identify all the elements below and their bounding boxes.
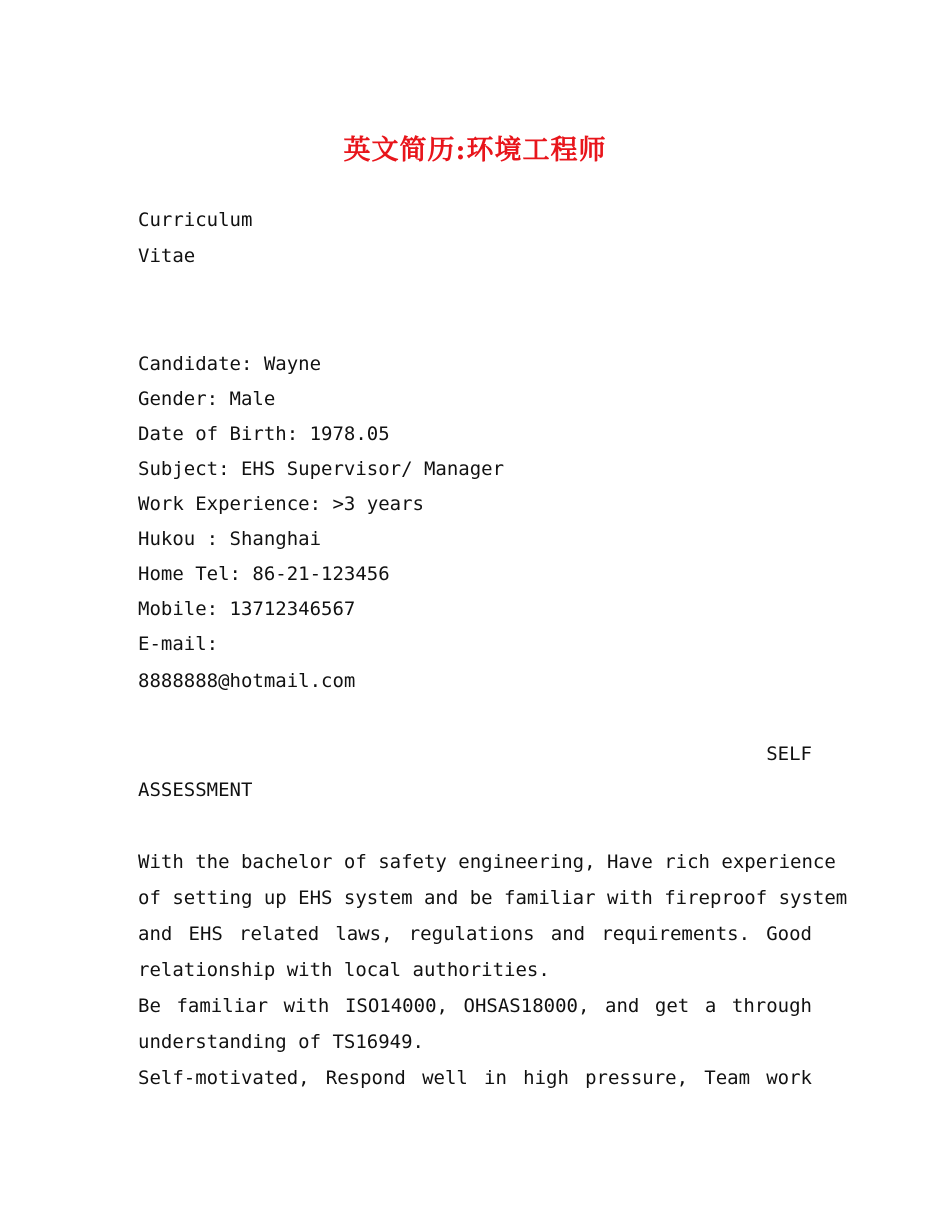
mobile-line: Mobile: 13712346567 — [138, 598, 356, 620]
subject-line: Subject: EHS Supervisor/ Manager — [138, 458, 505, 480]
paragraph-line: relationship with local authorities. — [138, 959, 550, 981]
section-heading-self: SELF — [766, 743, 812, 765]
document-title: 英文简历:环境工程师 — [343, 135, 607, 166]
dob-line: Date of Birth: 1978.05 — [138, 423, 390, 445]
email-label: E-mail: — [138, 633, 219, 655]
home-tel-line: Home Tel: 86-21-123456 — [138, 563, 390, 585]
paragraph-line: Self-motivated, Respond well in high pressure, Team work — [138, 1067, 812, 1089]
paragraph-line: understanding of TS16949. — [138, 1031, 424, 1053]
hukou-line: Hukou : Shanghai — [138, 528, 322, 550]
section-heading-assessment: ASSESSMENT — [138, 779, 253, 801]
heading-curriculum: Curriculum — [138, 209, 253, 231]
gender-line: Gender: Male — [138, 388, 276, 410]
paragraph-line: Be familiar with ISO14000, OHSAS18000, and get a through — [138, 995, 812, 1017]
paragraph-line: With the bachelor of safety engineering, Have rich experience — [138, 851, 836, 873]
paragraph-line: and EHS related laws, regulations and requirements. Good — [138, 923, 812, 945]
paragraph-line: of setting up EHS system and be familiar with fireproof system — [138, 887, 848, 909]
email-address: 8888888@hotmail.com — [138, 670, 356, 692]
candidate-line: Candidate: Wayne — [138, 353, 322, 375]
experience-line: Work Experience: >3 years — [138, 493, 424, 515]
heading-vitae: Vitae — [138, 245, 196, 267]
